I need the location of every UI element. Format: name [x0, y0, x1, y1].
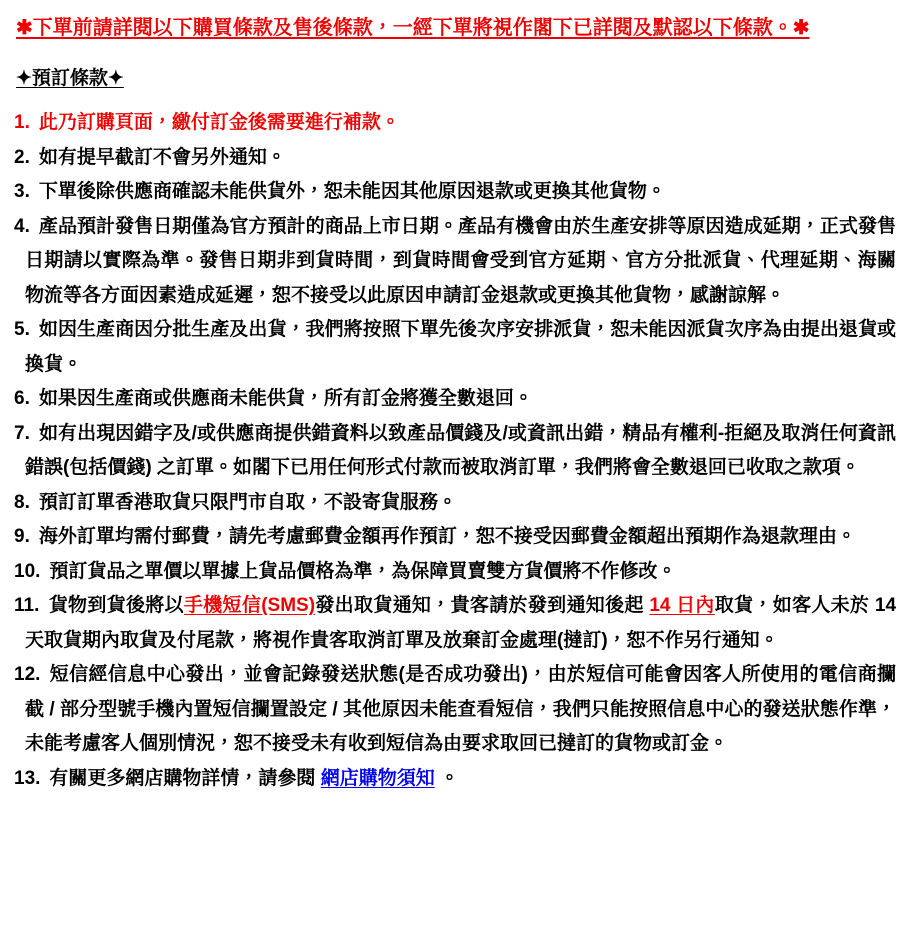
shop-guide-link[interactable]: 網店購物須知 [320, 767, 435, 789]
term-number: 2. [14, 146, 30, 168]
term-number: 1. [14, 112, 30, 133]
term-item-11 [14, 589, 896, 658]
term-text-segment: 下單後除供應商確認未能供貨外，恕未能因其他原因退款或更換其他貨物。 [38, 181, 666, 202]
term-number: 4. [14, 215, 30, 237]
term-number: 12. [14, 664, 41, 685]
purchase-notice-banner: ✱下單前請詳閱以下購買條款及售後條款，一經下單將視作閣下已詳閱及默認以下條款。✱ [16, 17, 810, 39]
term-number: 13. [14, 767, 41, 789]
term-item-3 [14, 175, 896, 210]
term-item-4 [14, 210, 896, 314]
terms-list [14, 106, 896, 796]
term-item-5 [14, 313, 896, 382]
section-title-preorder-terms: ✦預訂條款✦ [16, 68, 124, 89]
term-number: 3. [14, 181, 30, 202]
term-text-segment: 如有出現因錯字及/或供應商提供錯資料以致產品價錢及/或資訊出錯，精品有權利-拒絕及取消任何資訊錯誤(包括價錢) 之訂單。如閣下已用任何形式付款而被取消訂單，我們將會全數退回已收取之款項。 [25, 422, 896, 478]
term-text-segment: 短信經信息中心發出，並會記錄發送狀態(是否成功發出)，由於短信可能會因客人所使用的電信商攔截 / 部分型號手機內置短信攔置設定 / 其他原因未能查看短信，我們只能按照信息中心的發送狀態作準，未能考慮客人個別情況，恕不接受未有收到短信為由要求取回已撻訂的貨物或訂金。 [25, 664, 896, 754]
term-text-segment: 如因生產商因分批生產及出貨，我們將按照下單先後次序安排派貨，恕未能因派貨次序為由提出退貨或換貨。 [25, 319, 896, 375]
term-text-segment: 發出取貨通知，貴客請於發到通知後起 [315, 595, 650, 616]
term-item-13 [14, 762, 896, 797]
term-text-segment: 。 [434, 767, 459, 789]
term-number: 9. [14, 526, 30, 547]
term-item-9 [14, 520, 896, 555]
term-number: 10. [14, 560, 41, 582]
term-number: 5. [14, 319, 30, 340]
term-item-2 [14, 141, 896, 176]
term-text-segment: 預訂訂單香港取貨只限門市自取，不設寄貨服務。 [38, 491, 457, 513]
term-text-segment: 有關更多網店購物詳情，請參閱 [49, 767, 321, 789]
term-item-8 [14, 486, 896, 521]
term-text-segment: 貨物到貨後將以 [48, 595, 184, 616]
term-text-segment: 取貨，如客人未於 14 天取貨期內取貨及付尾款，將視作貴客取消訂單及放棄訂金處理(撻訂)，恕不作另行通知。 [25, 595, 897, 651]
term-item-12 [14, 658, 896, 762]
term-number: 11. [14, 595, 40, 616]
term-text-segment: 如果因生產商或供應商未能供貨，所有訂金將獲全數退回。 [38, 388, 533, 409]
term-text-segment: 此乃訂購頁面，繳付訂金後需要進行補款。 [38, 112, 400, 133]
term-number: 6. [14, 388, 30, 409]
term-item-1 [14, 106, 896, 141]
term-text-segment: 14 日內 [649, 595, 715, 616]
term-text-segment: 手機短信(SMS) [183, 595, 316, 616]
term-text-segment: 產品預計發售日期僅為官方預計的商品上市日期。產品有機會由於生產安排等原因造成延期，正式發售日期請以實際為準。發售日期非到貨時間，到貨時間會受到官方延期、官方分批派貨、代理延期、海關物流等各方面因素造成延遲，恕不接受以此原因申請訂金退款或更換其他貨物，感謝諒解。 [25, 215, 896, 306]
term-item-6 [14, 382, 896, 417]
term-text-segment: 預訂貨品之單價以單據上貨品價格為準，為保障買賣雙方貨價將不作修改。 [49, 560, 677, 582]
term-item-7 [14, 417, 896, 486]
term-text-segment: 如有提早截訂不會另外通知。 [38, 146, 286, 168]
term-item-10 [14, 555, 896, 590]
term-text-segment: 海外訂單均需付郵費，請先考慮郵費金額再作預訂，恕不接受因郵費金額超出預期作為退款理由。 [38, 526, 856, 547]
term-number: 7. [14, 422, 30, 444]
term-number: 8. [14, 491, 30, 513]
